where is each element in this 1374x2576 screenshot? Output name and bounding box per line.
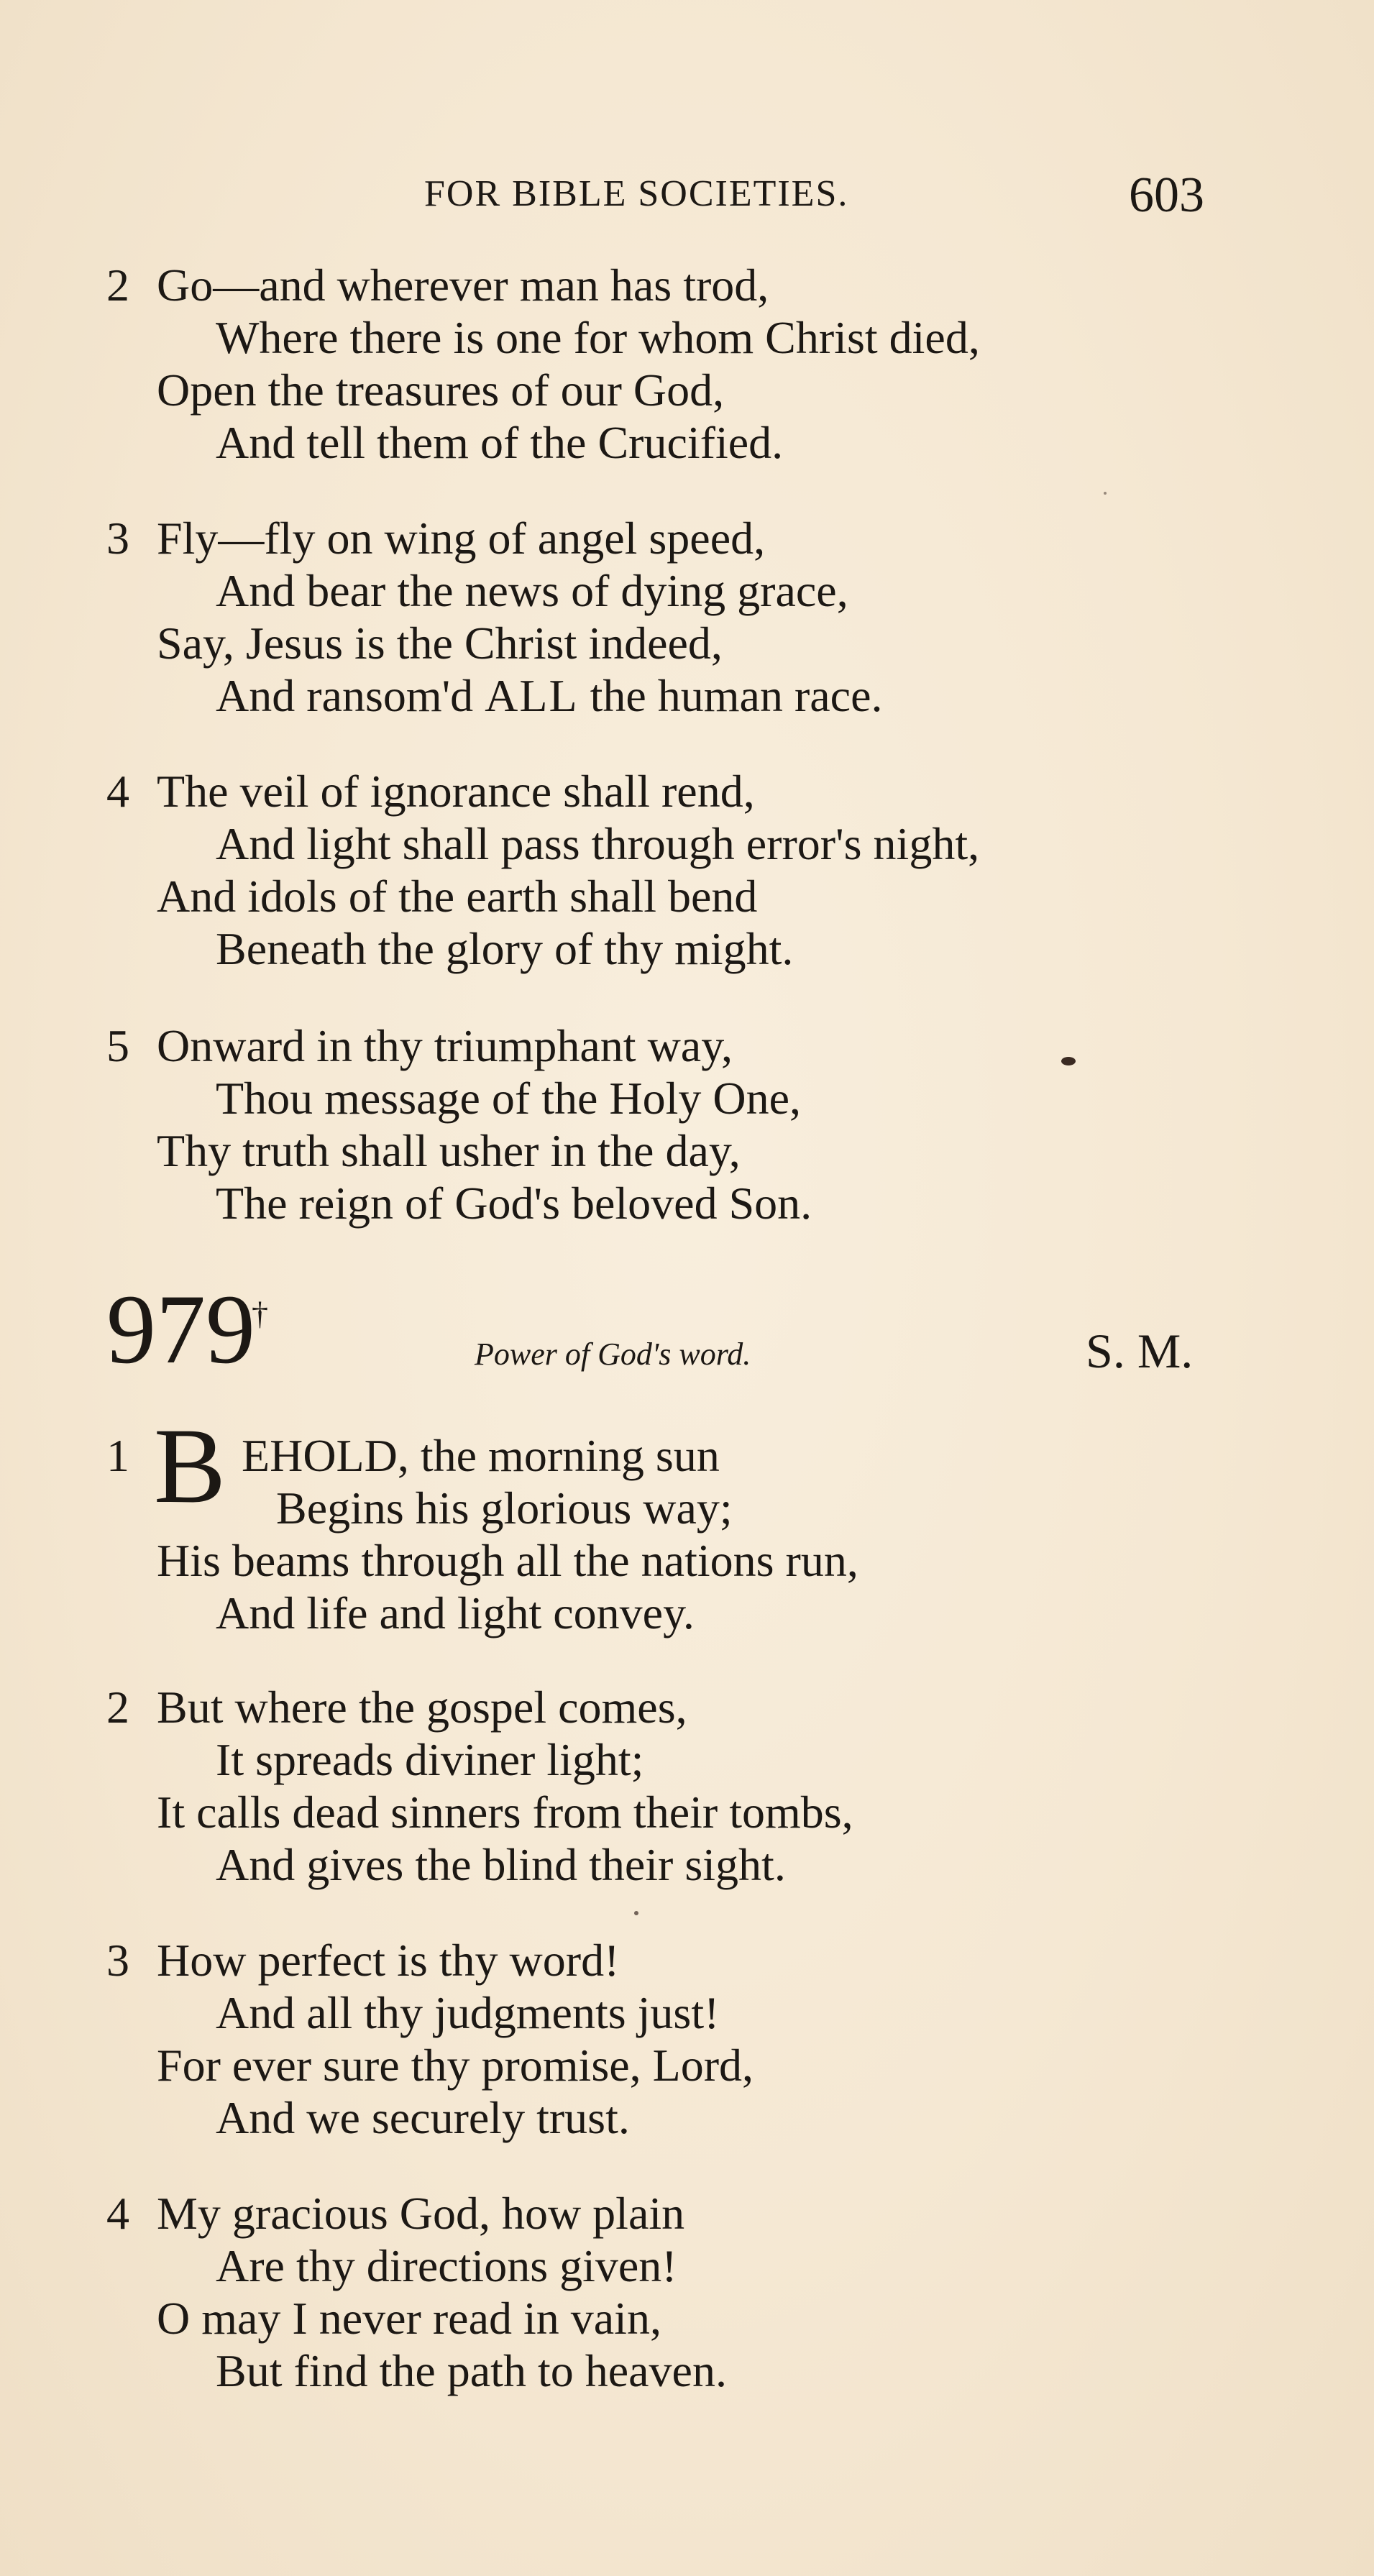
stanza-number: 4 [106, 766, 129, 817]
dagger-mark: † [252, 1295, 268, 1331]
verse-line: Open the treasures of our God, [157, 365, 725, 416]
verse-line: It calls dead sinners from their tombs, [157, 1787, 853, 1838]
verse-line: Thy truth shall usher in the day, [157, 1125, 741, 1176]
running-head: FOR BIBLE SOCIETIES. [424, 173, 849, 214]
stanza-number: 2 [106, 260, 129, 311]
ink-speck [634, 1911, 638, 1915]
verse-line: And idols of the earth shall bend [157, 871, 758, 922]
stanza-5 [106, 1019, 812, 1229]
verse-line: And ransom'd ALL the human race. [216, 670, 883, 721]
verse-line: It spreads diviner light; [216, 1734, 644, 1785]
ink-speck [1061, 1057, 1076, 1065]
stanza-number: 1 [106, 1430, 129, 1481]
stanza-2 [106, 259, 980, 469]
verse-line: And life and light convey. [216, 1587, 695, 1638]
hymn-979-stanza-1 [106, 1406, 858, 1639]
verse-line: 2 Go—and wherever man has trod, [106, 260, 769, 311]
hymn-979-stanza-2 [106, 1681, 853, 1891]
verse-line: The reign of God's beloved Son. [216, 1178, 812, 1229]
stanza-3 [106, 512, 882, 722]
hymn-979-stanza-3 [106, 1934, 754, 2144]
verse-line: 2 But where the gospel comes, [106, 1682, 687, 1733]
stanza-number: 4 [106, 2188, 129, 2239]
stanza-number: 3 [106, 513, 129, 564]
verse-line: Thou message of the Holy One, [216, 1073, 802, 1124]
stanza-4 [106, 765, 979, 975]
hymn-number: 979 [106, 1274, 255, 1384]
verse-line: Beneath the glory of thy might. [216, 923, 794, 974]
verse-line: 4 The veil of ignorance shall rend, [106, 766, 755, 817]
drop-cap: B [154, 1406, 226, 1526]
verse-line: 4 My gracious God, how plain [106, 2188, 685, 2239]
hymn-title: Power of God's word. [475, 1337, 751, 1372]
verse-line: And tell them of the Crucified. [216, 417, 784, 468]
verse-line: His beams through all the nations run, [157, 1535, 858, 1586]
stanza-number: 3 [106, 1935, 129, 1986]
verse-line: Begins his glorious way; [276, 1482, 733, 1534]
stanza-number: 2 [106, 1682, 129, 1733]
verse-line: Where there is one for whom Christ died, [216, 312, 980, 363]
verse-line: 5 Onward in thy triumphant way, [106, 1020, 733, 1071]
ink-speck [1104, 492, 1107, 495]
verse-line: But find the path to heaven. [216, 2345, 727, 2396]
verse-line: O may I never read in vain, [157, 2293, 661, 2344]
verse-line: And we securely trust. [216, 2092, 630, 2143]
hymn-meter: S. M. [1086, 1324, 1194, 1378]
page-number: 603 [1129, 168, 1204, 223]
verse-line: 3 How perfect is thy word! [106, 1935, 620, 1986]
verse-line: Say, Jesus is the Christ indeed, [157, 618, 723, 669]
verse-line: And bear the news of dying grace, [216, 565, 848, 616]
verse-line: And gives the blind their sight. [216, 1839, 786, 1890]
verse-line: 1 B EHOLD, the morning sun [106, 1406, 720, 1526]
verse-line: And light shall pass through error's night, [216, 818, 980, 869]
verse-line: For ever sure thy promise, Lord, [157, 2040, 754, 2091]
small-caps-all: ALL [485, 670, 579, 721]
stanza-number: 5 [106, 1020, 129, 1071]
verse-line: And all thy judgments just! [216, 1987, 720, 2038]
hymn-979-stanza-4 [106, 2187, 727, 2397]
verse-line: Are thy directions given! [216, 2240, 677, 2291]
verse-line: 3 Fly—fly on wing of angel speed, [106, 513, 766, 564]
